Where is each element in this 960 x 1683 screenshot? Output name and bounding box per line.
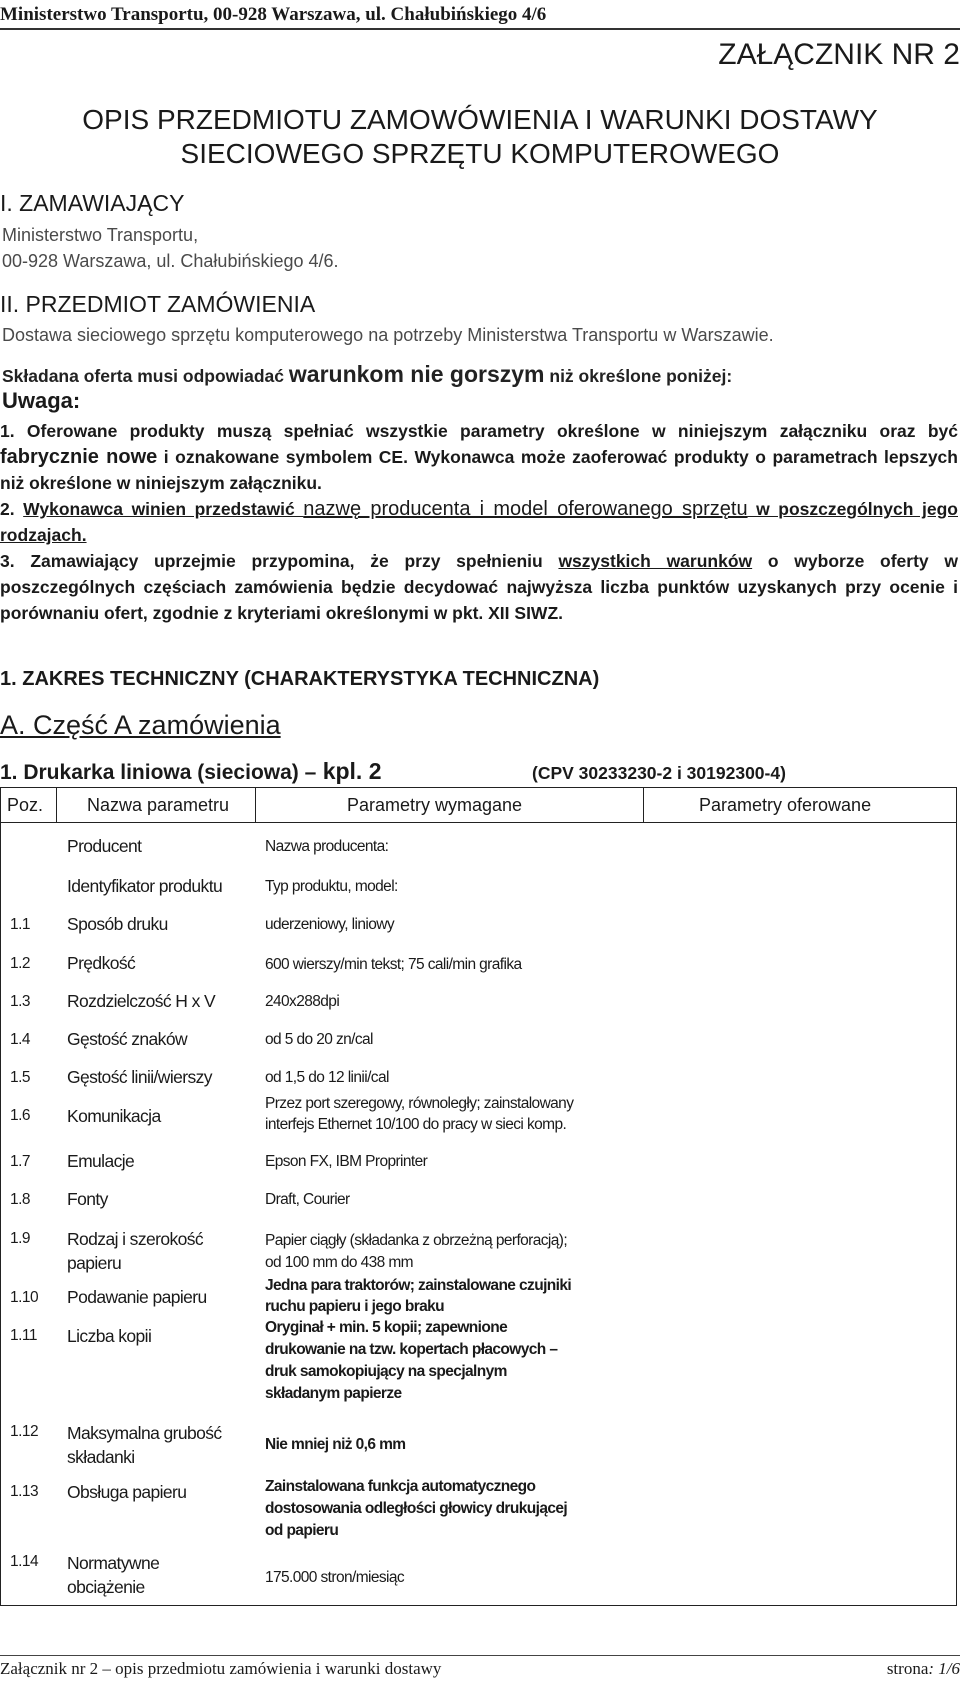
param-name: obciążenie [67, 1577, 145, 1597]
header-required-parameters: Parametry wymagane [347, 795, 523, 815]
annex-number: ZAŁĄCZNIK NR 2 [718, 38, 960, 71]
footer-document-name: Załącznik nr 2 – opis przedmiotu zamówienia i warunki dostawy [0, 1659, 442, 1678]
param-required: od 100 mm do 438 mm [265, 1254, 413, 1271]
note-paragraph-3: 3. Zamawiający uprzejmie przypomina, że przy spełnieniu wszystkich warunków o wyborze oferty w poszczególnych częściach zamówienia będzie decydować najwyższa liczba punktów uzyskanych przy ocenie i porównaniu ofert, zgodnie z kryteriami określonymi w pkt. XII SIWZ. [0, 551, 958, 623]
param-number: 1.13 [10, 1483, 39, 1500]
param-required: druk samokopiujący na specjalnym [265, 1363, 507, 1380]
param-required: Epson FX, IBM Proprinter [265, 1153, 428, 1170]
param-required: 600 wierszy/min tekst; 75 cali/min grafika [265, 956, 522, 973]
param-required: Przez port szeregowy, równoległy; zainstalowany [265, 1095, 574, 1112]
param-number: 1.9 [10, 1230, 31, 1247]
param-required: drukowanie na tzw. kopertach płacowych – [265, 1341, 558, 1358]
param-number: 1.6 [10, 1107, 31, 1124]
header-position: Poz. [7, 795, 44, 815]
param-name: Liczba kopii [67, 1326, 152, 1346]
param-required: Oryginał + min. 5 kopii; zapewnione [265, 1319, 508, 1336]
param-name: Prędkość [67, 953, 136, 973]
item-heading: 1. Drukarka liniowa (sieciowa) – kpl. 2 [0, 758, 382, 784]
section-subject-heading: II. PRZEDMIOT ZAMÓWIENIA [0, 291, 316, 317]
document-title-line2: SIECIOWEGO SPRZĘTU KOMPUTEROWEGO [180, 138, 780, 169]
note-paragraph-2: 2. Wykonawca winien przedstawić nazwę producenta i model oferowanego sprzętu w poszczególnych jego rodzajach. [0, 498, 958, 545]
param-number: 1.2 [10, 955, 31, 972]
ordering-party-name: Ministerstwo Transportu, [2, 225, 199, 245]
footer-page-number: strona: 1/6 [886, 1659, 960, 1678]
parameters-table [0, 787, 957, 1606]
param-name: Komunikacja [67, 1106, 161, 1126]
header-offered-parameters: Parametry oferowane [699, 795, 872, 815]
param-number: 1.12 [10, 1423, 39, 1440]
ordering-party-address: 00-928 Warszawa, ul. Chałubińskiego 4/6. [2, 251, 339, 271]
param-number: 1.11 [10, 1327, 38, 1344]
section-ordering-party-heading: I. ZAMAWIAJĄCY [0, 190, 185, 216]
part-a-heading: A. Część A zamówienia [0, 710, 281, 740]
param-required: Papier ciągły (składanka z obrzeżną perforacją); [265, 1232, 568, 1249]
param-number: 1.5 [10, 1069, 31, 1086]
param-name: Podawanie papieru [67, 1287, 207, 1307]
offer-requirement: Składana oferta musi odpowiadać warunkom nie gorszym niż określone poniżej: [2, 361, 733, 387]
param-number: 1.3 [10, 993, 31, 1010]
header-parameter-name: Nazwa parametru [87, 795, 230, 815]
note-paragraph-1: 1. Oferowane produkty muszą spełniać wszystkie parametry określone w niniejszym załączniku oraz być fabrycznie nowe i oznakowane symbolem CE. Wykonawca może zaoferować produkty o parametrach lepszych niż określone w niniejszym załączniku. [0, 421, 958, 493]
param-name: Normatywne [67, 1553, 160, 1573]
header-rule [0, 28, 960, 30]
param-required: uderzeniowy, liniowy [265, 916, 394, 933]
param-name: Emulacje [67, 1151, 135, 1171]
param-required: Draft, Courier [265, 1191, 350, 1208]
running-header: Ministerstwo Transportu, 00-928 Warszawa, ul. Chałubińskiego 4/6 [0, 4, 547, 25]
param-name: Obsługa papieru [67, 1482, 187, 1502]
param-required: 240x288dpi [265, 993, 340, 1010]
document-title-line1: OPIS PRZEDMIOTU ZAMOWÓWIENIA I WARUNKI DOSTAWY [82, 104, 878, 135]
param-name: Rodzaj i szerokość [67, 1229, 204, 1249]
param-required: dostosowania odległości głowicy drukującej [265, 1500, 568, 1517]
param-number: 1.4 [10, 1031, 31, 1048]
footer-rule [0, 1655, 960, 1656]
param-name: Gęstość znaków [67, 1029, 187, 1049]
param-name: papieru [67, 1253, 122, 1273]
param-number: 1.14 [10, 1553, 39, 1570]
param-name: Identyfikator produktu [67, 876, 223, 896]
param-required: od papieru [265, 1522, 339, 1539]
technical-scope-heading: 1. ZAKRES TECHNICZNY (CHARAKTERYSTYKA TECHNICZNA) [0, 668, 600, 690]
param-name: Gęstość linii/wierszy [67, 1067, 212, 1087]
subject-description: Dostawa sieciowego sprzętu komputerowego na potrzeby Ministerstwa Transportu w Warszawie. [2, 325, 774, 345]
param-required: od 5 do 20 zn/cal [265, 1031, 373, 1048]
param-number: 1.10 [10, 1289, 39, 1306]
param-required: Jedna para traktorów; zainstalowane czujniki [265, 1277, 572, 1294]
param-number: 1.1 [10, 916, 31, 933]
param-name: Rozdzielczość H x V [67, 991, 216, 1011]
param-required: Nie mniej niż 0,6 mm [265, 1436, 406, 1453]
param-name: składanki [67, 1447, 135, 1467]
param-name: Producent [67, 836, 142, 856]
param-required: składanym papierze [265, 1385, 402, 1402]
cpv-codes: (CPV 30233230-2 i 30192300-4) [532, 763, 786, 783]
param-name: Sposób druku [67, 914, 168, 934]
param-required: od 1,5 do 12 linii/cal [265, 1069, 389, 1086]
param-required: ruchu papieru i jego braku [265, 1298, 445, 1315]
param-number: 1.7 [10, 1153, 31, 1170]
param-required: interfejs Ethernet 10/100 do pracy w sieci komp. [265, 1116, 567, 1133]
param-required: Zainstalowana funkcja automatycznego [265, 1478, 536, 1495]
param-name: Fonty [67, 1189, 108, 1209]
param-number: 1.8 [10, 1191, 31, 1208]
param-required: Nazwa producenta: [265, 838, 389, 855]
param-required: Typ produktu, model: [265, 878, 398, 895]
param-name: Maksymalna grubość [67, 1423, 222, 1443]
param-required: 175.000 stron/miesiąc [265, 1569, 405, 1586]
note-label: Uwaga: [2, 388, 81, 413]
